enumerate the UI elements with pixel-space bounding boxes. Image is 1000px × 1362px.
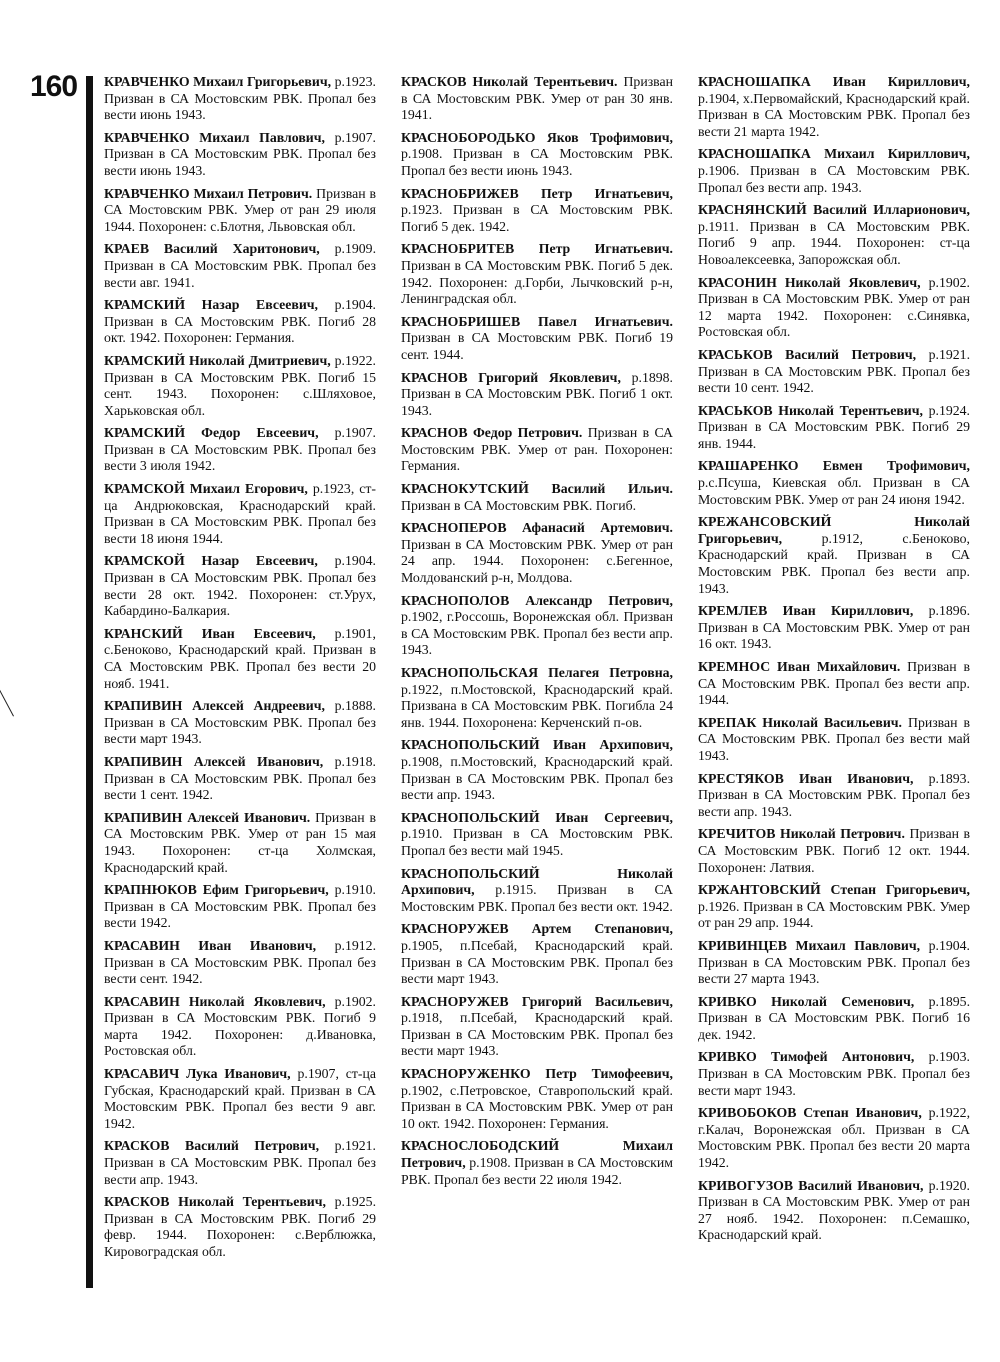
entry-name: КРАСЬКОВ Николай Терентьевич, [698, 402, 923, 418]
entry-text: р.1915. Призван в СА Мостовским РВК. Пропал без вести окт. 1942. [401, 882, 673, 914]
entry [698, 659, 970, 709]
entry-text: р.1908. Призван в СА Мостовским РВК. Пропал без вести 22 июля 1942. [401, 1155, 673, 1187]
entry [698, 882, 970, 932]
entry-name: КРАМСКОЙ Михаил Егорович, [104, 481, 308, 497]
entry-text: р.с.Псуша, Киевская обл. Призван в СА Мостовским РВК. Умер от ран 24 июня 1942. [698, 475, 970, 507]
entry-name: КРАСНОБОРОДЬКО Яков Трофимович, [401, 129, 673, 145]
entry-text: Призван в СА Мостовским РВК. Умер от ран. Похоронен: Германия. [401, 425, 673, 474]
entry-text: р.1918. Призван в СА Мостовским РВК. Пропал без вести 1 сент. 1942. [104, 753, 376, 803]
entry-name: КРАСНОКУТСКИЙ Василий Ильич. [401, 481, 673, 497]
entry-text: р.1908. Призван в СА Мостовским РВК. Пропал без вести июнь 1943. [401, 146, 673, 178]
entry [698, 826, 970, 876]
entry [401, 130, 673, 180]
entry [104, 754, 376, 804]
entry [401, 810, 673, 860]
entry-text: р.1923. Призван в СА Мостовским РВК. Пропал без вести июнь 1943. [104, 74, 376, 123]
entry-name: КРАСНОПОЛЬСКИЙ Иван Архипович, [401, 737, 673, 753]
entry-name: КРАСАВИЧ Лука Иванович, [104, 1066, 291, 1082]
entry [104, 241, 376, 291]
entry-text: р.1895. Призван в СА Мостовским РВК. Погиб 16 дек. 1942. [698, 993, 971, 1042]
entry [401, 593, 673, 659]
entry-name: КРАСКОВ Василий Петрович, [104, 1138, 320, 1154]
entry-text: р.1925. Призван в СА Мостовским РВК. Погиб 29 февр. 1944. Похоронен: с.Верблюжка, Кировоградская обл. [104, 1194, 377, 1259]
entry [698, 202, 970, 268]
entry [401, 520, 673, 586]
entry [104, 810, 376, 876]
column-1 [104, 74, 376, 1267]
entry-text: Призван в СА Мостовским РВК. Умер от ран 15 мая 1943. Похоронен: ст-ца Холмская, Краснодарский край. [104, 809, 376, 875]
entry-text: Призван в СА Мостовским РВК. Умер от ран 24 апр. 1944. Похоронен: с.Бегенное, Молдованский р-н, Молдова. [401, 536, 673, 586]
entry-text: Призван в СА Мостовским РВК. Умер от ран 30 янв. 1941. [401, 74, 674, 123]
entry [104, 186, 376, 236]
entry-text: р.1921. Призван в СА Мостовским РВК. Пропал без вести апр. 1943. [104, 1138, 376, 1187]
entry-name: КРАВЧЕНКО Михаил Петрович. [104, 185, 313, 201]
entry-name: КРАСКОВ Николай Терентьевич. [401, 74, 618, 89]
entry-name: КРАСНОРУЖЕВ Григорий Васильевич, [401, 993, 673, 1009]
entry-name: КРИВОГУЗОВ Василий Иванович, [698, 1177, 924, 1193]
entry-text: Призван в СА Мостовским РВК. Погиб 5 дек. 1942. Похоронен: д.Горби, Лычковский р-н, Ленинградская обл. [401, 257, 673, 307]
entry-text: р.1911. Призван в СА Мостовским РВК. Погиб 9 апр. 1944. Похоронен: ст-ца Новоалексеевка, Запорожская обл. [698, 218, 970, 267]
entry-name: КРАМСКИЙ Назар Евсеевич, [104, 297, 319, 313]
entry [104, 297, 376, 347]
entry-name: КРАВЧЕНКО Михаил Павлович, [104, 129, 325, 145]
entry-text: Призван в СА Мостовским РВК. Погиб 12 окт. 1944. Похоронен: Латвия. [698, 826, 971, 875]
entry-text: р.1906. Призван в СА Мостовским РВК. Пропал без вести апр. 1943. [698, 162, 970, 195]
entry-name: КРАСНЯНСКИЙ Василий Илларионович, [698, 202, 970, 218]
entry-text: р.1910. Призван в СА Мостовским РВК. Пропал без вести 1942. [104, 882, 376, 931]
entry-name: КРАСНОШАПКА Иван Кириллович, [698, 74, 970, 89]
entry [401, 1066, 673, 1132]
entry-text: Призван в СА Мостовским РВК. Умер от ран 29 июля 1944. Похоронен: с.Блотня, Львовская обл. [104, 185, 377, 234]
entry [401, 425, 673, 475]
entry-name: КРАСНОШАПКА Михаил Кириллович, [698, 146, 970, 162]
entry [401, 665, 673, 731]
entry-text: р.1923. Призван в СА Мостовским РВК. Погиб 5 дек. 1942. [401, 202, 673, 234]
entry-name: КРАСАВИН Николай Яковлевич, [104, 993, 326, 1009]
entry [698, 994, 970, 1044]
entry-text: р.1921. Призван в СА Мостовским РВК. Пропал без вести 10 сент. 1942. [698, 346, 971, 396]
column-2 [401, 74, 673, 1194]
entry-text: р.1909. Призван в СА Мостовским РВК. Пропал без вести авг. 1941. [104, 241, 377, 290]
entry [104, 74, 376, 124]
entry-text: р.1912, с.Беноково, Краснодарский край. Призван в СА Мостовским РВК. Пропал без вести апр. 1943. [698, 530, 970, 596]
entry-text: р.1905, п.Псебай, Краснодарский край. Призван в СА Мостовским РВК. Пропал без вести март 1943. [401, 937, 673, 987]
entry-name: КРАСНОСЛОБОДСКИЙ Михаил Петрович, [401, 1138, 673, 1171]
entry-text: р.1904, х.Первомайский, Краснодарский край. Призван в СА Мостовским РВК. Пропал без вести 21 марта 1942. [698, 90, 970, 139]
entry-name: КРАСАВИН Иван Иванович, [104, 937, 317, 953]
entry-name: КРЕЧИТОВ Николай Петрович. [698, 826, 905, 842]
entry-name: КРАСНОПЕРОВ Афанасий Артемович. [401, 520, 673, 536]
entry-text: р.1918, п.Псебай, Краснодарский край. Призван в СА Мостовским РВК. Пропал без вести март 1943. [401, 1010, 673, 1059]
entry [104, 1138, 376, 1188]
entry-name: КРЕЖАНСОВСКИЙ Николай Григорьевич, [698, 514, 970, 546]
entry-text: р.1901, с.Беноково, Краснодарский край. Призван в СА Мостовским РВК. Пропал без вести 20 нояб. 1941. [104, 625, 376, 691]
entry-text: Призван в СА Мостовским РВК. Пропал без вести апр. 1944. [698, 659, 970, 708]
entry [698, 771, 970, 821]
entry-name: КРЕМНОС Иван Михайлович. [698, 659, 901, 674]
entry-name: КРАСНОПОЛЬСКИЙ Иван Сергеевич, [401, 809, 673, 825]
page-number: 160 [30, 70, 78, 103]
entry-text: р.1902, с.Петровское, Ставропольский край. Призван в СА Мостовским РВК. Умер от ран 10 окт. 1942. Похоронен: Германия. [401, 1082, 673, 1131]
entry [698, 1105, 970, 1171]
entry [104, 1194, 376, 1260]
entry [401, 186, 673, 236]
entry [104, 626, 376, 692]
entry [104, 353, 376, 419]
entry-text: р.1922. Призван в СА Мостовским РВК. Погиб 15 сент. 1943. Похоронен: с.Шляховое, Харьковская обл. [104, 352, 376, 418]
entry [698, 275, 970, 341]
entry-name: КРЕСТЯКОВ Иван Иванович, [698, 770, 914, 786]
entry-text: р.1907, ст-ца Губская, Краснодарский край. Призван в СА Мостовским РВК. Пропал без вести 9 авг. 1942. [104, 1066, 376, 1131]
entry-text: р.1907. Призван в СА Мостовским РВК. Пропал без вести июнь 1943. [104, 129, 376, 178]
entry-name: КРАСНОБРИТЕВ Петр Игнатьевич. [401, 241, 673, 257]
entry [401, 994, 673, 1060]
entry [698, 938, 970, 988]
entry [104, 882, 376, 932]
entry [104, 994, 376, 1060]
entry-text: р.1920. Призван в СА Мостовским РВК. Умер от ран 27 нояб. 1942. Похоронен: п.Семашко, Краснодарский край. [698, 1177, 970, 1243]
entry-text: р.1903. Призван в СА Мостовским РВК. Пропал без вести март 1943. [698, 1049, 970, 1098]
entry-name: КРАШАРЕНКО Евмен Трофимович, [698, 458, 970, 474]
entry-text: р.1902, г.Россошь, Воронежская обл. Призван в СА Мостовским РВК. Пропал без вести апр. 1943. [401, 609, 673, 658]
entry-name: КРАСОНИН Николай Яковлевич, [698, 274, 921, 290]
entry [104, 130, 376, 180]
entry-text: р.1924. Призван в СА Мостовским РВК. Погиб 29 янв. 1944. [698, 402, 970, 451]
entry-name: КРАСЬКОВ Василий Петрович, [698, 346, 917, 362]
entry [698, 1049, 970, 1099]
entry-name: КРАВЧЕНКО Михаил Григорьевич, [104, 74, 332, 89]
entry-text: р.1904. Призван в СА Мостовским РВК. Погиб 28 окт. 1942. Похоронен: Германия. [104, 297, 376, 346]
entry [698, 403, 970, 453]
entry [698, 603, 970, 653]
entry-name: КРАПИВИН Алексей Андреевич, [104, 698, 325, 714]
entry [401, 370, 673, 420]
entry [698, 74, 970, 140]
entry-name: КРАЕВ Василий Харитонович, [104, 241, 320, 257]
entry-name: КРЕПАК Николай Васильевич. [698, 714, 902, 730]
entry-name: КРАСНОПОЛЬСКИЙ Николай Архипович, [401, 865, 673, 898]
entry-name: КРАСНОВ Григорий Яковлевич, [401, 369, 621, 385]
entry [104, 481, 376, 547]
entry-text: р.1922, п.Мостовской, Краснодарский край. Призвана в СА Мостовским РВК. Погибла 24 янв. 1944. Похоронена: Керченский п-ов. [401, 681, 673, 730]
entry-text: р.1888. Призван в СА Мостовским РВК. Пропал без вести март 1943. [104, 698, 376, 747]
column-3 [698, 74, 970, 1250]
entry-name: КРАПИВИН Алексей Иванович. [104, 809, 311, 825]
entry-name: КРАПНЮКОВ Ефим Григорьевич, [104, 882, 329, 898]
entry-name: КРАСНОПОЛОВ Александр Петрович, [401, 592, 673, 608]
entry-name: КРАМСКИЙ Федор Евсеевич, [104, 425, 319, 441]
entry-text: р.1912. Призван в СА Мостовским РВК. Пропал без вести сент. 1942. [104, 937, 377, 987]
entry-name: КРАМСКИЙ Николай Дмитриевич, [104, 352, 331, 368]
entry [401, 866, 673, 916]
entry-name: КРАСКОВ Николай Терентьевич, [104, 1194, 326, 1210]
entry-name: КРАМСКОЙ Назар Евсеевич, [104, 553, 318, 569]
stray-mark [0, 690, 14, 717]
entry-name: КРИВИНЦЕВ Михаил Павлович, [698, 937, 921, 953]
entry-text: р.1923, ст-ца Андрюковская, Краснодарский край. Призван в СА Мостовским РВК. Пропал без вести 18 июня 1944. [104, 481, 377, 546]
entry-name: КРАСНОБРИЖЕВ Петр Игнатьевич, [401, 185, 673, 201]
entry-text: Призван в СА Мостовским РВК. Погиб. [401, 497, 637, 513]
entry-text: р.1907. Призван в СА Мостовским РВК. Пропал без вести 3 июля 1942. [104, 425, 376, 474]
entry [104, 1066, 376, 1132]
entry-text: р.1902. Призван в СА Мостовским РВК. Погиб 9 марта 1942. Похоронен: д.Ивановка, Ростовская обл. [104, 993, 376, 1059]
entry-name: КРАСНОПОЛЬСКАЯ Пелагея Петровна, [401, 665, 673, 680]
entry [104, 698, 376, 748]
entry-name: КРИВКО Тимофей Антонович, [698, 1049, 915, 1065]
entry [401, 74, 673, 124]
entry-name: КРАПИВИН Алексей Иванович, [104, 753, 324, 769]
entry [401, 737, 673, 803]
entry-text: р.1926. Призван в СА Мостовским РВК. Умер от ран 29 апр. 1944. [698, 898, 970, 931]
entry-name: КРАСНОВ Федор Петрович. [401, 425, 583, 441]
entry-text: р.1896. Призван в СА Мостовским РВК. Умер от ран 16 окт. 1943. [698, 603, 971, 652]
entry [401, 921, 673, 987]
entry-name: КРИВКО Николай Семенович, [698, 993, 915, 1009]
margin-rule [86, 76, 93, 1288]
entry-text: Призван в СА Мостовским РВК. Погиб 19 сент. 1944. [401, 330, 673, 362]
entry-name: КРАСНОРУЖЕНКО Петр Тимофеевич, [401, 1066, 673, 1082]
entry-name: КРЖАНТОВСКИЙ Степан Григорьевич, [698, 882, 970, 898]
entry-name: КРАНСКИЙ Иван Евсеевич, [104, 625, 316, 641]
entry [698, 715, 970, 765]
entry-text: р.1904. Призван в СА Мостовским РВК. Пропал без вести 28 окт. 1942. Похоронен: ст.Урух, Кабардино-Балкария. [104, 553, 376, 619]
entry [698, 1178, 970, 1244]
entry-name: КРИВОБОКОВ Степан Иванович, [698, 1105, 922, 1121]
entry-text: р.1898. Призван в СА Мостовским РВК. Погиб 1 окт. 1943. [401, 369, 673, 418]
entry [104, 425, 376, 475]
entry [401, 314, 673, 364]
entry-name: КРАСНОБРИШЕВ Павел Игнатьевич. [401, 313, 673, 329]
entry-text: р.1922, г.Калач, Воронежская обл. Призван в СА Мостовским РВК. Пропал без вести 20 марта 1942. [698, 1105, 971, 1171]
entry [698, 458, 970, 508]
entry [401, 241, 673, 307]
entry [104, 553, 376, 619]
entry-text: р.1904. Призван в СА Мостовским РВК. Пропал без вести 27 марта 1943. [698, 937, 970, 987]
entry-text: Призван в СА Мостовским РВК. Пропал без вести май 1943. [698, 714, 971, 763]
entry-text: р.1908, п.Мостовский, Краснодарский край. Призван в СА Мостовским РВК. Пропал без вести апр. 1943. [401, 753, 673, 803]
entry-text: р.1902. Призван в СА Мостовским РВК. Умер от ран 12 марта 1942. Похоронен: с.Синявка, Ростовская обл. [698, 274, 970, 340]
entry-name: КРАСНОРУЖЕВ Артем Степанович, [401, 921, 673, 937]
entry [104, 938, 376, 988]
entry [698, 347, 970, 397]
entry [698, 146, 970, 196]
entry [401, 1138, 673, 1188]
entry [401, 481, 673, 514]
entry [698, 514, 970, 597]
entry-text: р.1893. Призван в СА Мостовским РВК. Пропал без вести апр. 1943. [698, 770, 971, 819]
entry-text: р.1910. Призван в СА Мостовским РВК. Пропал без вести май 1945. [401, 826, 673, 858]
entry-name: КРЕМЛЕВ Иван Кириллович, [698, 603, 914, 619]
